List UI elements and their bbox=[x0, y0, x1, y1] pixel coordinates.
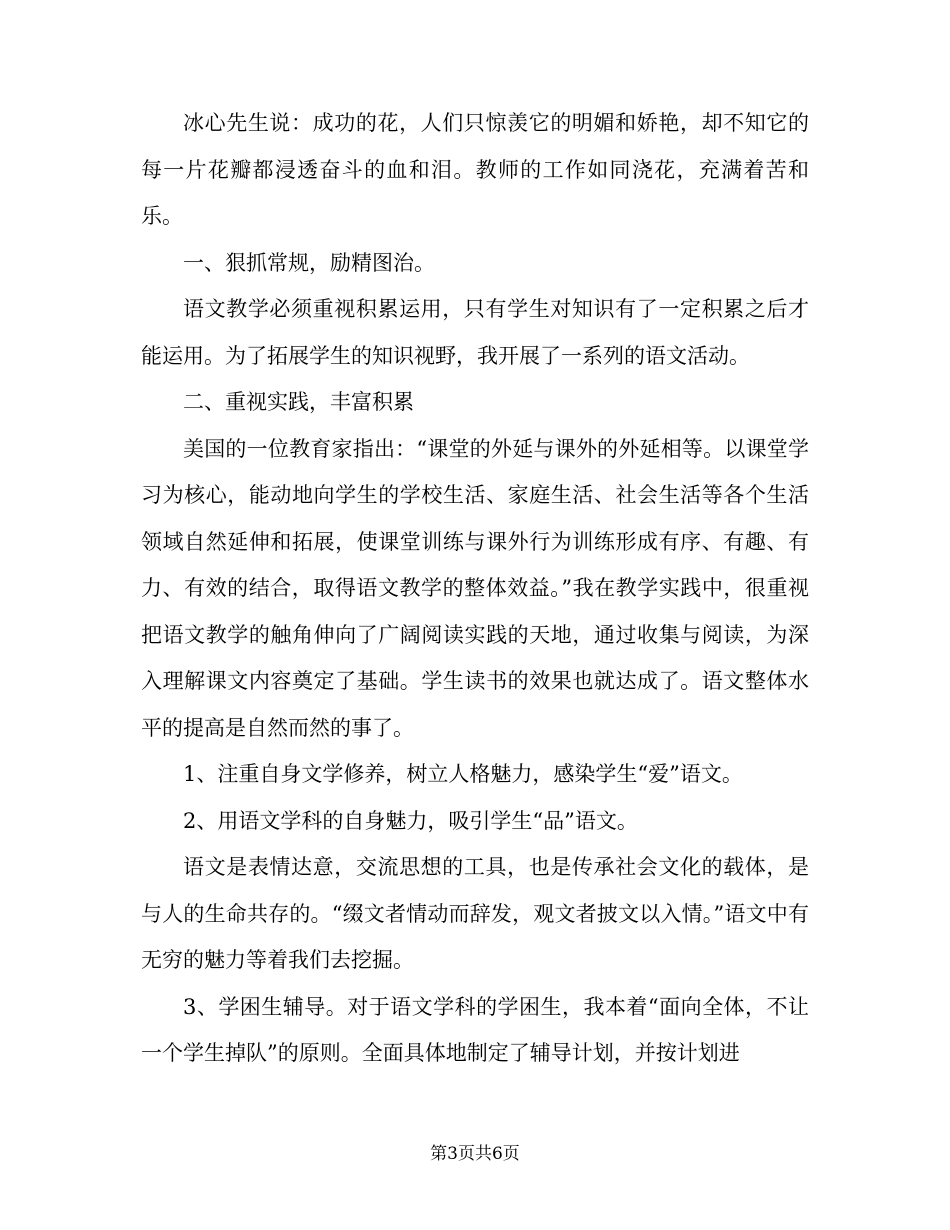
heading-section-1: 一、狠抓常规，励精图治。 bbox=[183, 250, 435, 275]
paragraph-intro: 冰心先生说：成功的花，人们只惊羡它的明媚和娇艳，却不知它的每一片花瓣都浸透奋斗的血和泪。教师的工作如同浇花，充满着苦和乐。 bbox=[141, 111, 809, 228]
document-body bbox=[141, 100, 809, 1077]
paragraph-charm: 语文是表情达意，交流思想的工具，也是传承社会文化的载体，是与人的生命共存的。“缀文者情动而辞发，观文者披文以入情。”语文中有无穷的魅力等着我们去挖掘。 bbox=[141, 855, 809, 972]
paragraph-accumulation: 语文教学必须重视积累运用，只有学生对知识有了一定积累之后才能运用。为了拓展学生的知识视野，我开展了一系列的语文活动。 bbox=[141, 297, 809, 368]
page-number: 第3页共6页 bbox=[430, 1144, 520, 1164]
list-item-2: 2、用语文学科的自身魅力，吸引学生“品”语文。 bbox=[183, 808, 638, 833]
list-item-1: 1、注重自身文学修养，树立人格魅力，感染学生“爱”语文。 bbox=[183, 762, 743, 786]
paragraph-practice: 美国的一位教育家指出：“课堂的外延与课外的外延相等。以课堂学习为核心，能动地向学生的学校生活、家庭生活、社会生活等各个生活领域自然延伸和拓展，使课堂训练与课外行为训练形成有序、有趣、有力、有效的结合，取得语文教学的整体效益。”我在教学实践中，很重视把语文教学的触角伸向了广阔阅读实践的天地，通过收集与阅读，为深入理解课文内容奠定了基础。学生读书的效果也就达成了。语文整体水平的提高是自然而然的事了。 bbox=[141, 436, 809, 740]
heading-section-2: 二、重视实践，丰富积累 bbox=[183, 390, 414, 414]
list-item-3: 3、学困生辅导。对于语文学科的学困生，我本着“面向全体，不让一个学生掉队”的原则。全面具体地制定了辅导计划，并按计划进 bbox=[141, 994, 809, 1065]
